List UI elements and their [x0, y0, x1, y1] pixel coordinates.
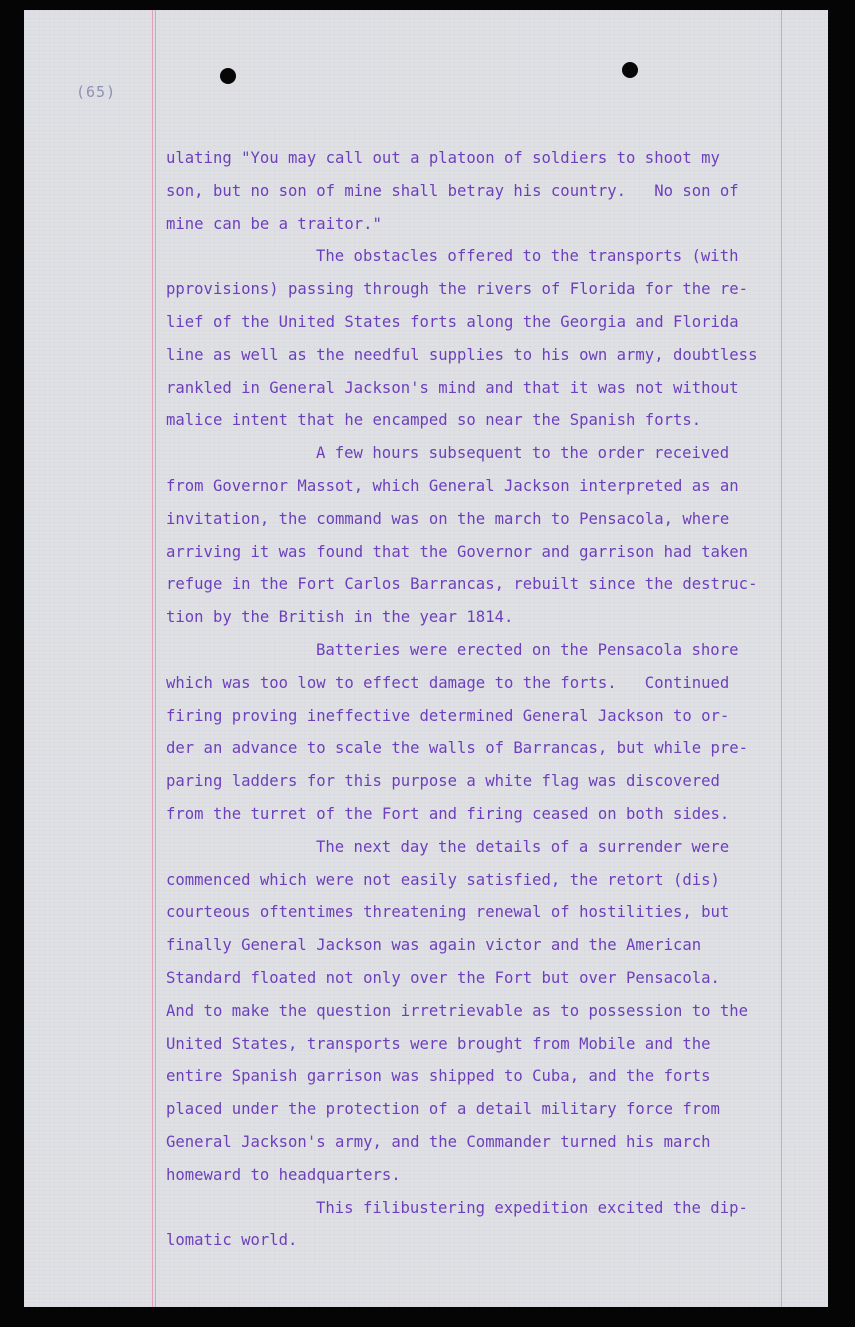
text-line: entire Spanish garrison was shipped to Cuba, and the forts	[166, 1067, 711, 1086]
text-line: The next day the details of a surrender were	[316, 837, 730, 856]
text-line: ulating "You may call out a platoon of soldiers to shoot my	[166, 149, 720, 167]
text-line: arriving it was found that the Governor and garrison had taken	[166, 542, 749, 561]
text-line: General Jackson's army, and the Commander turned his march	[166, 1132, 711, 1151]
text-line: firing proving ineffective determined General Jackson to or-	[166, 706, 730, 725]
typed-body-text	[166, 142, 826, 1257]
text-line: courteous oftentimes threatening renewal of hostilities, but	[166, 903, 730, 922]
text-line: from Governor Massot, which General Jackson interpreted as an	[166, 476, 739, 495]
text-line: placed under the protection of a detail military force from	[166, 1100, 720, 1119]
text-line: finally General Jackson was again victor and the American	[166, 936, 702, 955]
page-number: (65)	[76, 83, 117, 101]
text-line: from the turret of the Fort and firing ceased on both sides.	[166, 804, 730, 823]
left-margin-rule-inner	[155, 10, 156, 1307]
text-line: paring ladders for this purpose a white flag was discovered	[166, 772, 720, 791]
text-line: tion by the British in the year 1814.	[166, 608, 514, 627]
document-page	[24, 10, 828, 1307]
text-line: A few hours subsequent to the order received	[316, 444, 730, 463]
text-line: This filibustering expedition excited the dip-	[316, 1198, 748, 1217]
left-margin-rule	[152, 10, 153, 1307]
text-line: mine can be a traitor."	[166, 214, 382, 233]
text-line: malice intent that he encamped so near the Spanish forts.	[166, 411, 702, 430]
text-line: lief of the United States forts along the Georgia and Florida	[166, 312, 739, 331]
text-line: lomatic world.	[166, 1231, 298, 1250]
text-line: Batteries were erected on the Pensacola shore	[316, 640, 739, 659]
text-line: refuge in the Fort Carlos Barrancas, rebuilt since the destruc-	[166, 575, 758, 594]
text-line: line as well as the needful supplies to his own army, doubtless	[166, 345, 758, 364]
text-line: And to make the question irretrievable as to possession to the	[166, 1001, 749, 1020]
text-line: rankled in General Jackson's mind and that it was not without	[166, 378, 739, 397]
text-line: homeward to headquarters.	[166, 1165, 401, 1184]
text-line: Standard floated not only over the Fort but over Pensacola.	[166, 968, 720, 987]
text-line: son, but no son of mine shall betray his country. No son of	[166, 181, 739, 200]
text-line: The obstacles offered to the transports (with	[316, 247, 739, 266]
text-line: commenced which were not easily satisfied, the retort (dis)	[166, 870, 720, 889]
punch-hole-right	[622, 62, 638, 78]
text-line: invitation, the command was on the march to Pensacola, where	[166, 509, 730, 528]
punch-hole-left	[220, 68, 236, 84]
text-line: United States, transports were brought from Mobile and the	[166, 1034, 711, 1053]
text-line: which was too low to effect damage to the forts. Continued	[166, 673, 730, 692]
text-line: der an advance to scale the walls of Barrancas, but while pre-	[166, 739, 749, 758]
text-line: pprovisions) passing through the rivers of Florida for the re-	[166, 280, 749, 299]
